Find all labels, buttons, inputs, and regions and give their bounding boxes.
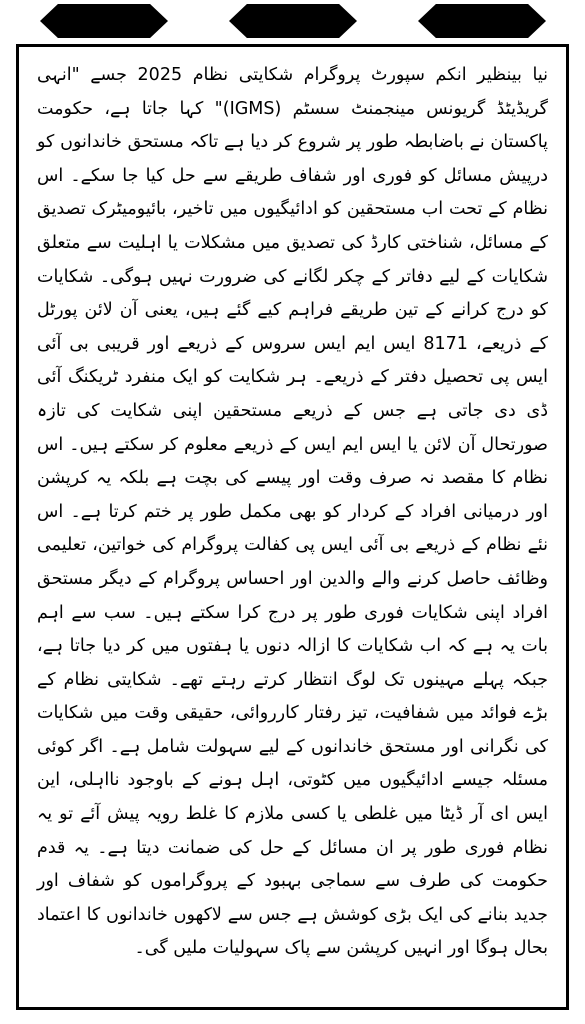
top-tab-strip xyxy=(0,0,585,44)
article-body: نیا بینظیر انکم سپورٹ پروگرام شکایتی نظام 2025 جسے "انہی گریڈیٹڈ گریونس مینجمنٹ سسٹم (IGMS)" کہا جاتا ہے، حکومت پاکستان نے باضابطہ طور پر شروع کر دیا ہے تاکہ مستحق خاندانوں کو درپیش مسائل کو فوری اور شفاف طریقے سے حل کیا جا سکے۔ اس نظام کے تحت اب مستحقین کو ادائیگیوں میں تاخیر، بائیومیٹرک تصدیق کے مسائل، شناختی کارڈ کی تصدیق میں مشکلات یا اہلیت سے متعلق شکایات کے لیے دفاتر کے چکر لگانے کی ضرورت نہیں ہوگی۔ شکایات کو درج کرانے کے تین طریقے فراہم کیے گئے ہیں، یعنی آن لائن پورٹل کے ذریعے، 8171 ایس ایم ایس سروس کے ذریعے اور قریبی بی آئی ایس پی تحصیل دفتر کے ذریعے۔ ہر شکایت کو ایک منفرد ٹریکنگ آئی ڈی دی جاتی ہے جس کے ذریعے مستحقین اپنی شکایت کی تازہ صورتحال آن لائن یا ایس ایم ایس کے ذریعے معلوم کر سکتے ہیں۔ اس نظام کا مقصد نہ صرف وقت اور پیسے کی بچت ہے بلکہ یہ کرپشن اور درمیانی افراد کے کردار کو بھی مکمل طور پر ختم کرتا ہے۔ اس نئے نظام کے ذریعے بی آئی ایس پی کفالت پروگرام کی خواتین، تعلیمی وظائف حاصل کرنے والے والدین اور احساس پروگرام کے دیگر مستحق افراد اپنی شکایات فوری طور پر درج کرا سکتے ہیں۔ سب سے اہم بات یہ ہے کہ اب شکایات کا ازالہ دنوں یا ہفتوں میں کر دیا جاتا ہے، جبکہ پہلے مہینوں تک لوگ انتظار کرتے رہتے تھے۔ شکایتی نظام کے بڑے فوائد میں شفافیت، تیز رفتار کارروائی، حقیقی وقت میں شکایات کی نگرانی اور مستحق خاندانوں کے لیے سہولت شامل ہے۔ اگر کوئی مسئلہ جیسے ادائیگیوں میں کٹوتی، اہل ہونے کے باوجود نااہلی، این ایس ای آر ڈیٹا میں غلطی یا کسی ملازم کا غلط رویہ پیش آئے تو یہ نظام فوری طور پر ان مسائل کے حل کی ضمانت دیتا ہے۔ یہ قدم حکومت کی طرف سے سماجی بہبود کے پروگراموں کو شفاف اور جدید بنانے کی ایک بڑی کوشش ہے جس سے لاکھوں خاندانوں کا اعتماد بحال ہوگا اور انہیں کرپشن سے پاک سہولیات ملیں گی۔ xyxy=(37,65,549,959)
tab-center[interactable] xyxy=(229,4,357,38)
article-card xyxy=(16,44,569,1010)
tab-left[interactable] xyxy=(40,4,168,38)
tab-right[interactable] xyxy=(418,4,546,38)
